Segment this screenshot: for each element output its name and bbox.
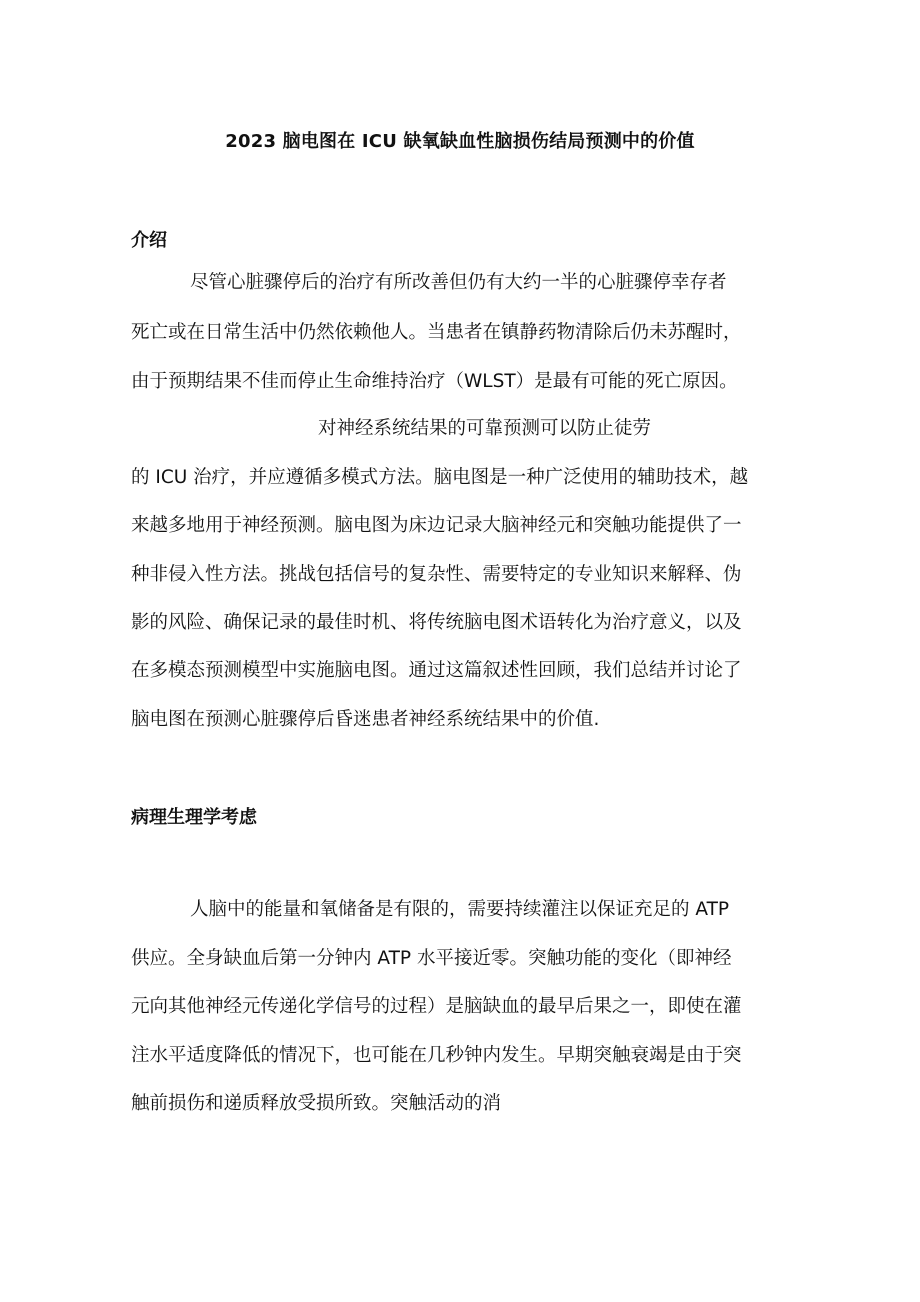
document-title: 2023 脑电图在 ICU 缺氧缺血性脑损伤结局预测中的价值 [225, 131, 695, 152]
paragraph-line: 触前损伤和递质释放受损所致。突触活动的消 [131, 1093, 502, 1114]
paragraph-line: 注水平适度降低的情况下，也可能在几秒钟内发生。早期突触衰竭是由于突 [131, 1045, 742, 1066]
paragraph-line: 尽管心脏骤停后的治疗有所改善但仍有大约一半的心脏骤停幸存者 [190, 272, 727, 293]
paragraph-line: 影的风险、确保记录的最佳时机、将传统脑电图术语转化为治疗意义，以及 [131, 612, 742, 633]
paragraph-line: 元向其他神经元传递化学信号的过程）是脑缺血的最早后果之一，即使在灌 [131, 996, 742, 1017]
paragraph-line: 由于预期结果不佳而停止生命维持治疗（WLST）是最有可能的死亡原因。 [131, 371, 738, 392]
paragraph-line: 供应。全身缺血后第一分钟内 ATP 水平接近零。突触功能的变化（即神经 [131, 948, 732, 969]
section-heading-pathophysiology: 病理生理学考虑 [131, 807, 257, 828]
paragraph-line: 的 ICU 治疗，并应遵循多模式方法。脑电图是一种广泛使用的辅助技术，越 [131, 467, 749, 488]
paragraph-line: 在多模态预测模型中实施脑电图。通过这篇叙述性回顾，我们总结并讨论了 [131, 660, 742, 681]
paragraph-line: 来越多地用于神经预测。脑电图为床边记录大脑神经元和突触功能提供了一 [131, 515, 742, 536]
paragraph-line: 人脑中的能量和氧储备是有限的，需要持续灌注以保证充足的 ATP [190, 899, 730, 920]
paragraph-line: 死亡或在日常生活中仍然依赖他人。当患者在镇静药物清除后仍未苏醒时， [131, 322, 742, 343]
paragraph-line: 脑电图在预测心脏骤停后昏迷患者神经系统结果中的价值. [131, 709, 600, 730]
section-heading-introduction: 介绍 [131, 230, 167, 251]
paragraph-line: 种非侵入性方法。挑战包括信号的复杂性、需要特定的专业知识来解释、伪 [131, 564, 742, 585]
paragraph-line: 对神经系统结果的可靠预测可以防止徒劳 [318, 418, 652, 439]
